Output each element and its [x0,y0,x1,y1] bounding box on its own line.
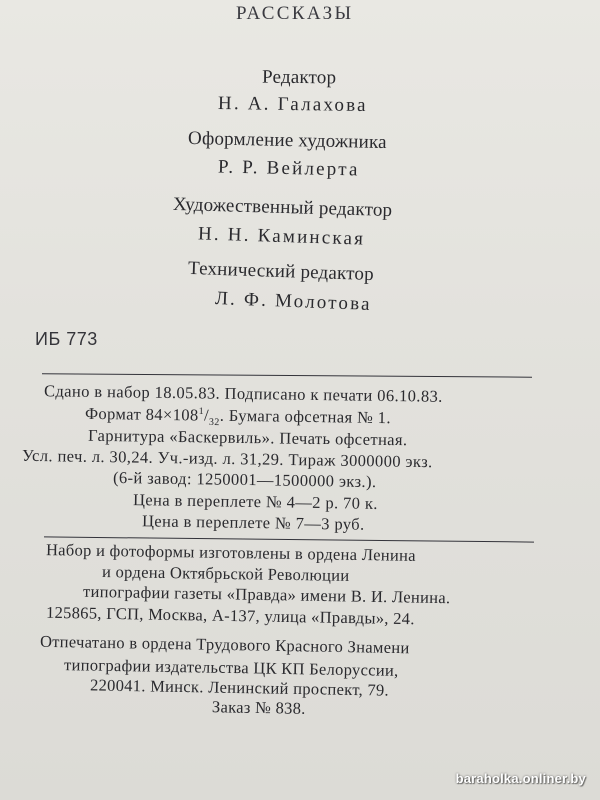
format-prefix: Формат 84×108 [84,403,199,425]
imprint-price-2: Цена в переплете № 7—3 руб. [141,511,365,534]
imprint-factory: (6-й завод: 1250001—1500000 экз.). [112,467,377,492]
credit-role-illustrator: Оформление художника [187,127,388,154]
credit-role-art-editor: Художественный редактор [172,193,393,222]
imprint-format [84,403,392,429]
imprint-sheets: Усл. печ. л. 30,24. Уч.-изд. л. 31,29. Тираж 3000000 экз. [21,445,433,472]
format-subscript: 32 [208,416,220,429]
printing-line-2: типографии издательства ЦК КП Белоруссии, [63,655,399,680]
format-superscript: 1 [198,405,205,418]
imprint-top-rule [42,373,532,377]
imprint-price-1: Цена в переплете № 4—2 р. 70 к. [132,490,379,513]
typesetting-line-2: и ордена Октябрьской Революции [101,562,350,585]
credit-name-illustrator: Р. Р. Вейлерта [217,156,360,181]
format-suffix: . Бумага офсетная № 1. [219,405,392,428]
ib-number: ИБ 773 [35,329,98,349]
credit-name-tech-editor: Л. Ф. Молотова [214,287,373,316]
credit-role-editor: Редактор [261,66,337,89]
typesetting-line-3: типографии газеты «Правда» имени В. И. Ленина. [82,581,451,608]
page-heading: РАССКАЗЫ [236,3,354,24]
printing-line-4: Заказ № 838. [211,697,306,718]
credit-role-tech-editor: Технический редактор [187,257,375,286]
printing-line-1: Отпечатано в ордена Трудового Красного Знамени [39,631,410,658]
printing-line-3: 220041. Минск. Ленинский проспект, 79. [89,675,390,700]
credit-name-editor: Н. А. Галахова [217,92,368,117]
typesetting-line-1: Набор и фотоформы изготовлены в ордена Ленина [45,540,416,565]
imprint-typeface: Гарнитура «Баскервиль». Печать офсетная. [87,425,408,450]
format-slash: / [203,405,210,425]
credit-name-art-editor: Н. Н. Каминская [197,223,366,250]
imprint-submitted: Сдано в набор 18.05.83. Подписано к печати 06.10.83. [43,381,443,406]
typesetting-line-4: 125865, ГСП, Москва, А-137, улица «Правды», 24. [45,602,415,629]
site-watermark: baraholka.onliner.by [455,771,586,786]
